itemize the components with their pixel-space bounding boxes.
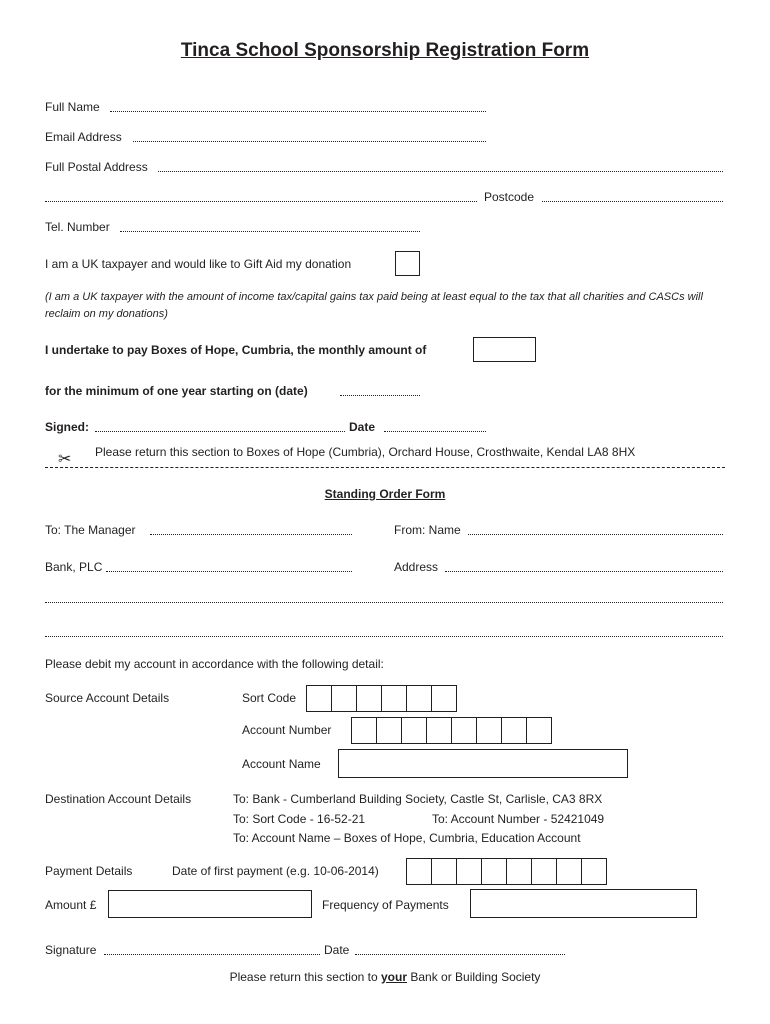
date-label: Date: [349, 420, 376, 434]
frequency-label: Frequency of Payments: [322, 898, 449, 912]
gift-aid-label: I am a UK taxpayer and would like to Gift Aid my donation: [45, 257, 352, 271]
cut-line: [45, 467, 725, 468]
debit-instruction: Please debit my account in accordance with the following detail:: [45, 657, 384, 671]
postcode-label: Postcode: [484, 190, 535, 204]
minimum-term-label: for the minimum of one year starting on (date): [45, 384, 308, 398]
source-account-label: Source Account Details: [45, 691, 170, 705]
full-name-label: Full Name: [45, 100, 100, 114]
monthly-amount-input[interactable]: [473, 337, 536, 362]
bank-return-note: Please return this section to your Bank or Building Society: [229, 970, 541, 984]
postal-label: Full Postal Address: [45, 160, 148, 174]
sort-code-input[interactable]: [306, 685, 457, 712]
from-name-label: From: Name: [394, 523, 461, 537]
account-number-label: Account Number: [242, 723, 332, 737]
email-field[interactable]: [133, 141, 486, 142]
destination-account-number: To: Account Number - 52421049: [432, 812, 605, 826]
account-number-input[interactable]: [351, 717, 552, 744]
standing-order-title: Standing Order Form: [324, 487, 446, 501]
bank-label: Bank, PLC: [45, 560, 103, 574]
gift-aid-checkbox[interactable]: [395, 251, 420, 276]
from-name-field[interactable]: [468, 534, 723, 535]
manager-field[interactable]: [150, 534, 352, 535]
scissors-icon: ✂: [58, 451, 72, 468]
gift-aid-note: (I am a UK taxpayer with the amount of income tax/capital gains tax paid being at least equal to the tax that all charities and CASCs will reclaim on my donations): [45, 291, 703, 320]
account-name-input[interactable]: [338, 749, 628, 778]
signed-label: Signed:: [45, 420, 89, 434]
tel-field[interactable]: [120, 231, 420, 232]
payment-details-label: Payment Details: [45, 864, 133, 878]
amount-label: Amount £: [45, 898, 97, 912]
bank-field[interactable]: [106, 571, 352, 572]
form-title: Tinca School Sponsorship Registration Form: [180, 40, 590, 61]
frequency-input[interactable]: [470, 889, 697, 918]
address-line-3[interactable]: [45, 636, 723, 637]
undertake-label: I undertake to pay Boxes of Hope, Cumbria, the monthly amount of: [45, 343, 427, 357]
so-date-field[interactable]: [355, 954, 565, 955]
signature-field[interactable]: [95, 431, 345, 432]
signature-label: Signature: [45, 943, 97, 957]
sort-code-label: Sort Code: [242, 691, 297, 705]
to-manager-label: To: The Manager: [45, 523, 136, 537]
date-field[interactable]: [384, 431, 486, 432]
destination-account-name: To: Account Name – Boxes of Hope, Cumbria, Education Account: [233, 831, 581, 845]
full-name-field[interactable]: [110, 111, 486, 112]
account-name-label: Account Name: [242, 757, 321, 771]
so-date-label: Date: [324, 943, 350, 957]
return-note: Please return this section to Boxes of Hope (Cumbria), Orchard House, Crosthwaite, Kendal LA8 8HX: [95, 445, 636, 459]
amount-input[interactable]: [108, 890, 312, 918]
destination-account-label: Destination Account Details: [45, 792, 192, 806]
postcode-field[interactable]: [542, 201, 723, 202]
address-line-2[interactable]: [45, 602, 723, 603]
first-payment-date-input[interactable]: [406, 858, 607, 885]
destination-sort-code: To: Sort Code - 16-52-21: [233, 812, 366, 826]
first-payment-label: Date of first payment (e.g. 10-06-2014): [172, 864, 379, 878]
start-date-field[interactable]: [340, 395, 420, 396]
destination-bank: To: Bank - Cumberland Building Society, Castle St, Carlisle, CA3 8RX: [233, 792, 603, 806]
tel-label: Tel. Number: [45, 220, 110, 234]
address-label: Address: [394, 560, 439, 574]
postal-field-line2[interactable]: [45, 201, 477, 202]
email-label: Email Address: [45, 130, 122, 144]
postal-field-line1[interactable]: [158, 171, 723, 172]
address-field[interactable]: [445, 571, 723, 572]
signature-field[interactable]: [104, 954, 320, 955]
